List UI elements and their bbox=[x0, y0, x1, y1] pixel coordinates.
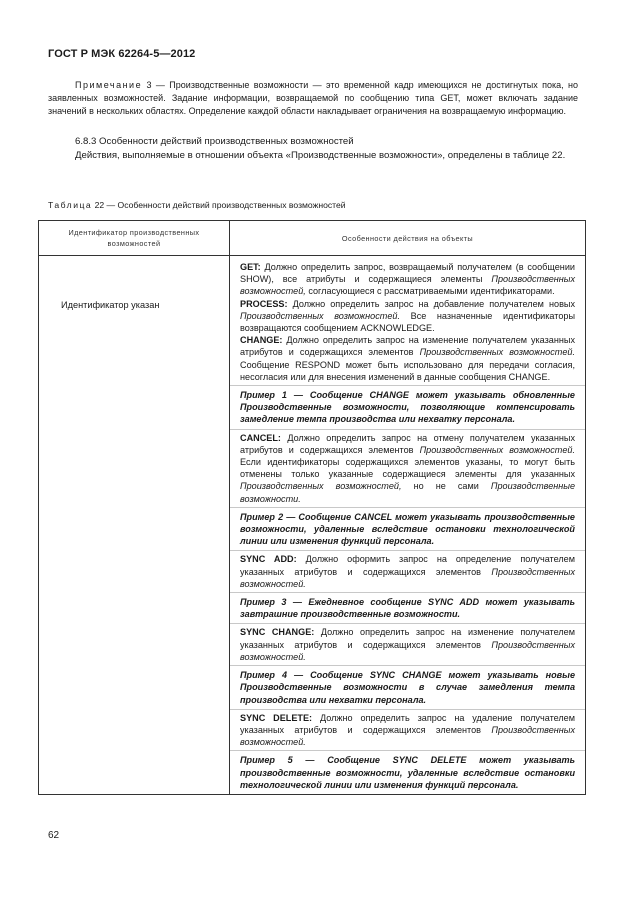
cancel-italic-3: Производственные возможности. bbox=[240, 481, 576, 504]
cancel-text-1: Должно определить запрос на отмену получателем указанных атрибутов и содержащихся элементов bbox=[240, 432, 575, 455]
sync-change-italic-1: Производственных возможностей. bbox=[240, 639, 575, 662]
identifier-cell: Идентификатор указан bbox=[39, 256, 230, 795]
example-4: Пример 4 — Сообщение SYNC CHANGE может указывать новые Производственные возможности в случае замедления темпа производства или нехватки персонала. bbox=[230, 665, 585, 709]
cancel-text-3: но не сами bbox=[401, 481, 491, 492]
process-text-1: Должно определить запрос на добавление получателем новых bbox=[287, 298, 575, 309]
change-italic-1: Производственных возможностей. bbox=[419, 347, 575, 358]
sync-change-text-1: Должно определить запрос на изменение получателем указанных атрибутов и содержащихся элементов bbox=[240, 627, 575, 650]
sync-add-text-1: Должно оформить запрос на определение получателем указанных атрибутов и содержащихся элементов bbox=[240, 554, 575, 577]
note-text: — Производственные возможности — это временной кадр имеющихся не достигнутых пока, но заявленных возможностей. Задание информации, возвращаемой по сообщению типа GET, может включать задание значений в нескольких областях. Определение каждой области накладывает ограничения на возвращаемую информацию. bbox=[48, 80, 578, 117]
sync-add-italic-1: Производственных возможностей. bbox=[240, 566, 575, 589]
sync-delete-block bbox=[230, 709, 585, 751]
actions-cell bbox=[230, 256, 586, 795]
get-text-1: Должно определить запрос, возвращаемый получателем (в сообщении SHOW), все атрибуты и содержащиеся элементы bbox=[240, 262, 575, 285]
change-text-1: Должно определить запрос на изменение получателем указанных атрибутов и содержащихся элементов bbox=[240, 335, 575, 358]
sync-delete-text-1: Должно определить запрос на удаление получателем указанных атрибутов и содержащихся элементов bbox=[240, 712, 575, 735]
sync-delete-italic-1: Производственных возможностей. bbox=[240, 724, 575, 748]
note-paragraph bbox=[48, 79, 578, 119]
get-italic-1: Производственных возможностей, bbox=[240, 274, 575, 297]
document-header: ГОСТ Р МЭК 62264-5—2012 bbox=[48, 48, 196, 60]
process-text-2: Все назначенные идентификаторы возвращаются сообщением ACKNOWLEDGE. bbox=[240, 310, 576, 334]
process-paragraph bbox=[240, 298, 575, 335]
change-cmd: CHANGE: bbox=[240, 335, 283, 346]
section-text: Действия, выполняемые в отношении объекта «Производственные возможности», определены в таблице 22. bbox=[75, 149, 566, 161]
sync-add-block bbox=[230, 550, 585, 592]
table-caption bbox=[48, 200, 346, 210]
section-6-8-3 bbox=[48, 135, 578, 162]
change-text-2: Сообщение RESPOND может быть использовано для передачи согласия, несогласия или для внесения изменений в данные сообщения CHANGE. bbox=[240, 359, 575, 382]
cancel-text-2: Если идентификаторы содержащихся элементов указаны, то могут быть отменены только указанные содержащиеся элементы для указанных bbox=[240, 457, 575, 480]
process-cmd: PROCESS: bbox=[240, 298, 288, 309]
sync-delete-cmd: SYNC DELETE: bbox=[240, 712, 313, 723]
note-label: Примечание bbox=[75, 80, 143, 90]
cancel-italic-1: Производственных возможностей. bbox=[419, 444, 575, 455]
get-text-2: согласующиеся с рассматриваемыми идентификаторами. bbox=[305, 286, 555, 297]
example-1: Пример 1 — Сообщение CHANGE может указывать обновленные Производственные возможности, позволяющие компенсировать замедление темпа производства или нехватку персонала. bbox=[230, 385, 585, 429]
example-3: Пример 3 — Ежедневное сообщение SYNC ADD может указывать завтрашние производственные возможности. bbox=[230, 592, 585, 623]
table-header-row bbox=[39, 221, 586, 256]
table-caption-label: Таблица bbox=[48, 200, 93, 210]
table-22 bbox=[38, 220, 586, 795]
change-paragraph bbox=[240, 334, 575, 383]
sync-change-block bbox=[230, 623, 585, 665]
note-number: 3 bbox=[146, 80, 152, 90]
example-2: Пример 2 — Сообщение CANCEL может указывать производственные возможности, удаленные вследствие остановки технологической линии или изменения функций персонала. bbox=[230, 507, 585, 551]
table-caption-text: 22 — Особенности действий производственных возможностей bbox=[92, 200, 346, 210]
page-number: 62 bbox=[48, 830, 60, 841]
section-heading: 6.8.3 Особенности действий производственных возможностей bbox=[75, 136, 354, 147]
process-italic-1: Производственных возможностей. bbox=[240, 310, 401, 321]
cancel-block bbox=[230, 429, 585, 507]
sync-add-cmd: SYNC ADD: bbox=[240, 554, 297, 565]
header-col-actions: Особенности действия на объекты bbox=[230, 221, 586, 256]
cancel-cmd: CANCEL: bbox=[240, 432, 281, 443]
cancel-italic-2: Производственных возможностей, bbox=[240, 481, 402, 492]
get-block bbox=[230, 256, 585, 385]
example-5: Пример 5 — Сообщение SYNC DELETE может указывать производственные возможности, удаленные вследствие остановки технологической линии или изменения функций персонала. bbox=[230, 750, 585, 794]
get-cmd: GET: bbox=[240, 262, 261, 272]
sync-change-cmd: SYNC CHANGE: bbox=[240, 627, 315, 638]
table-row bbox=[39, 256, 586, 795]
header-col-identifier: Идентификатор производственных возможностей bbox=[39, 221, 230, 256]
